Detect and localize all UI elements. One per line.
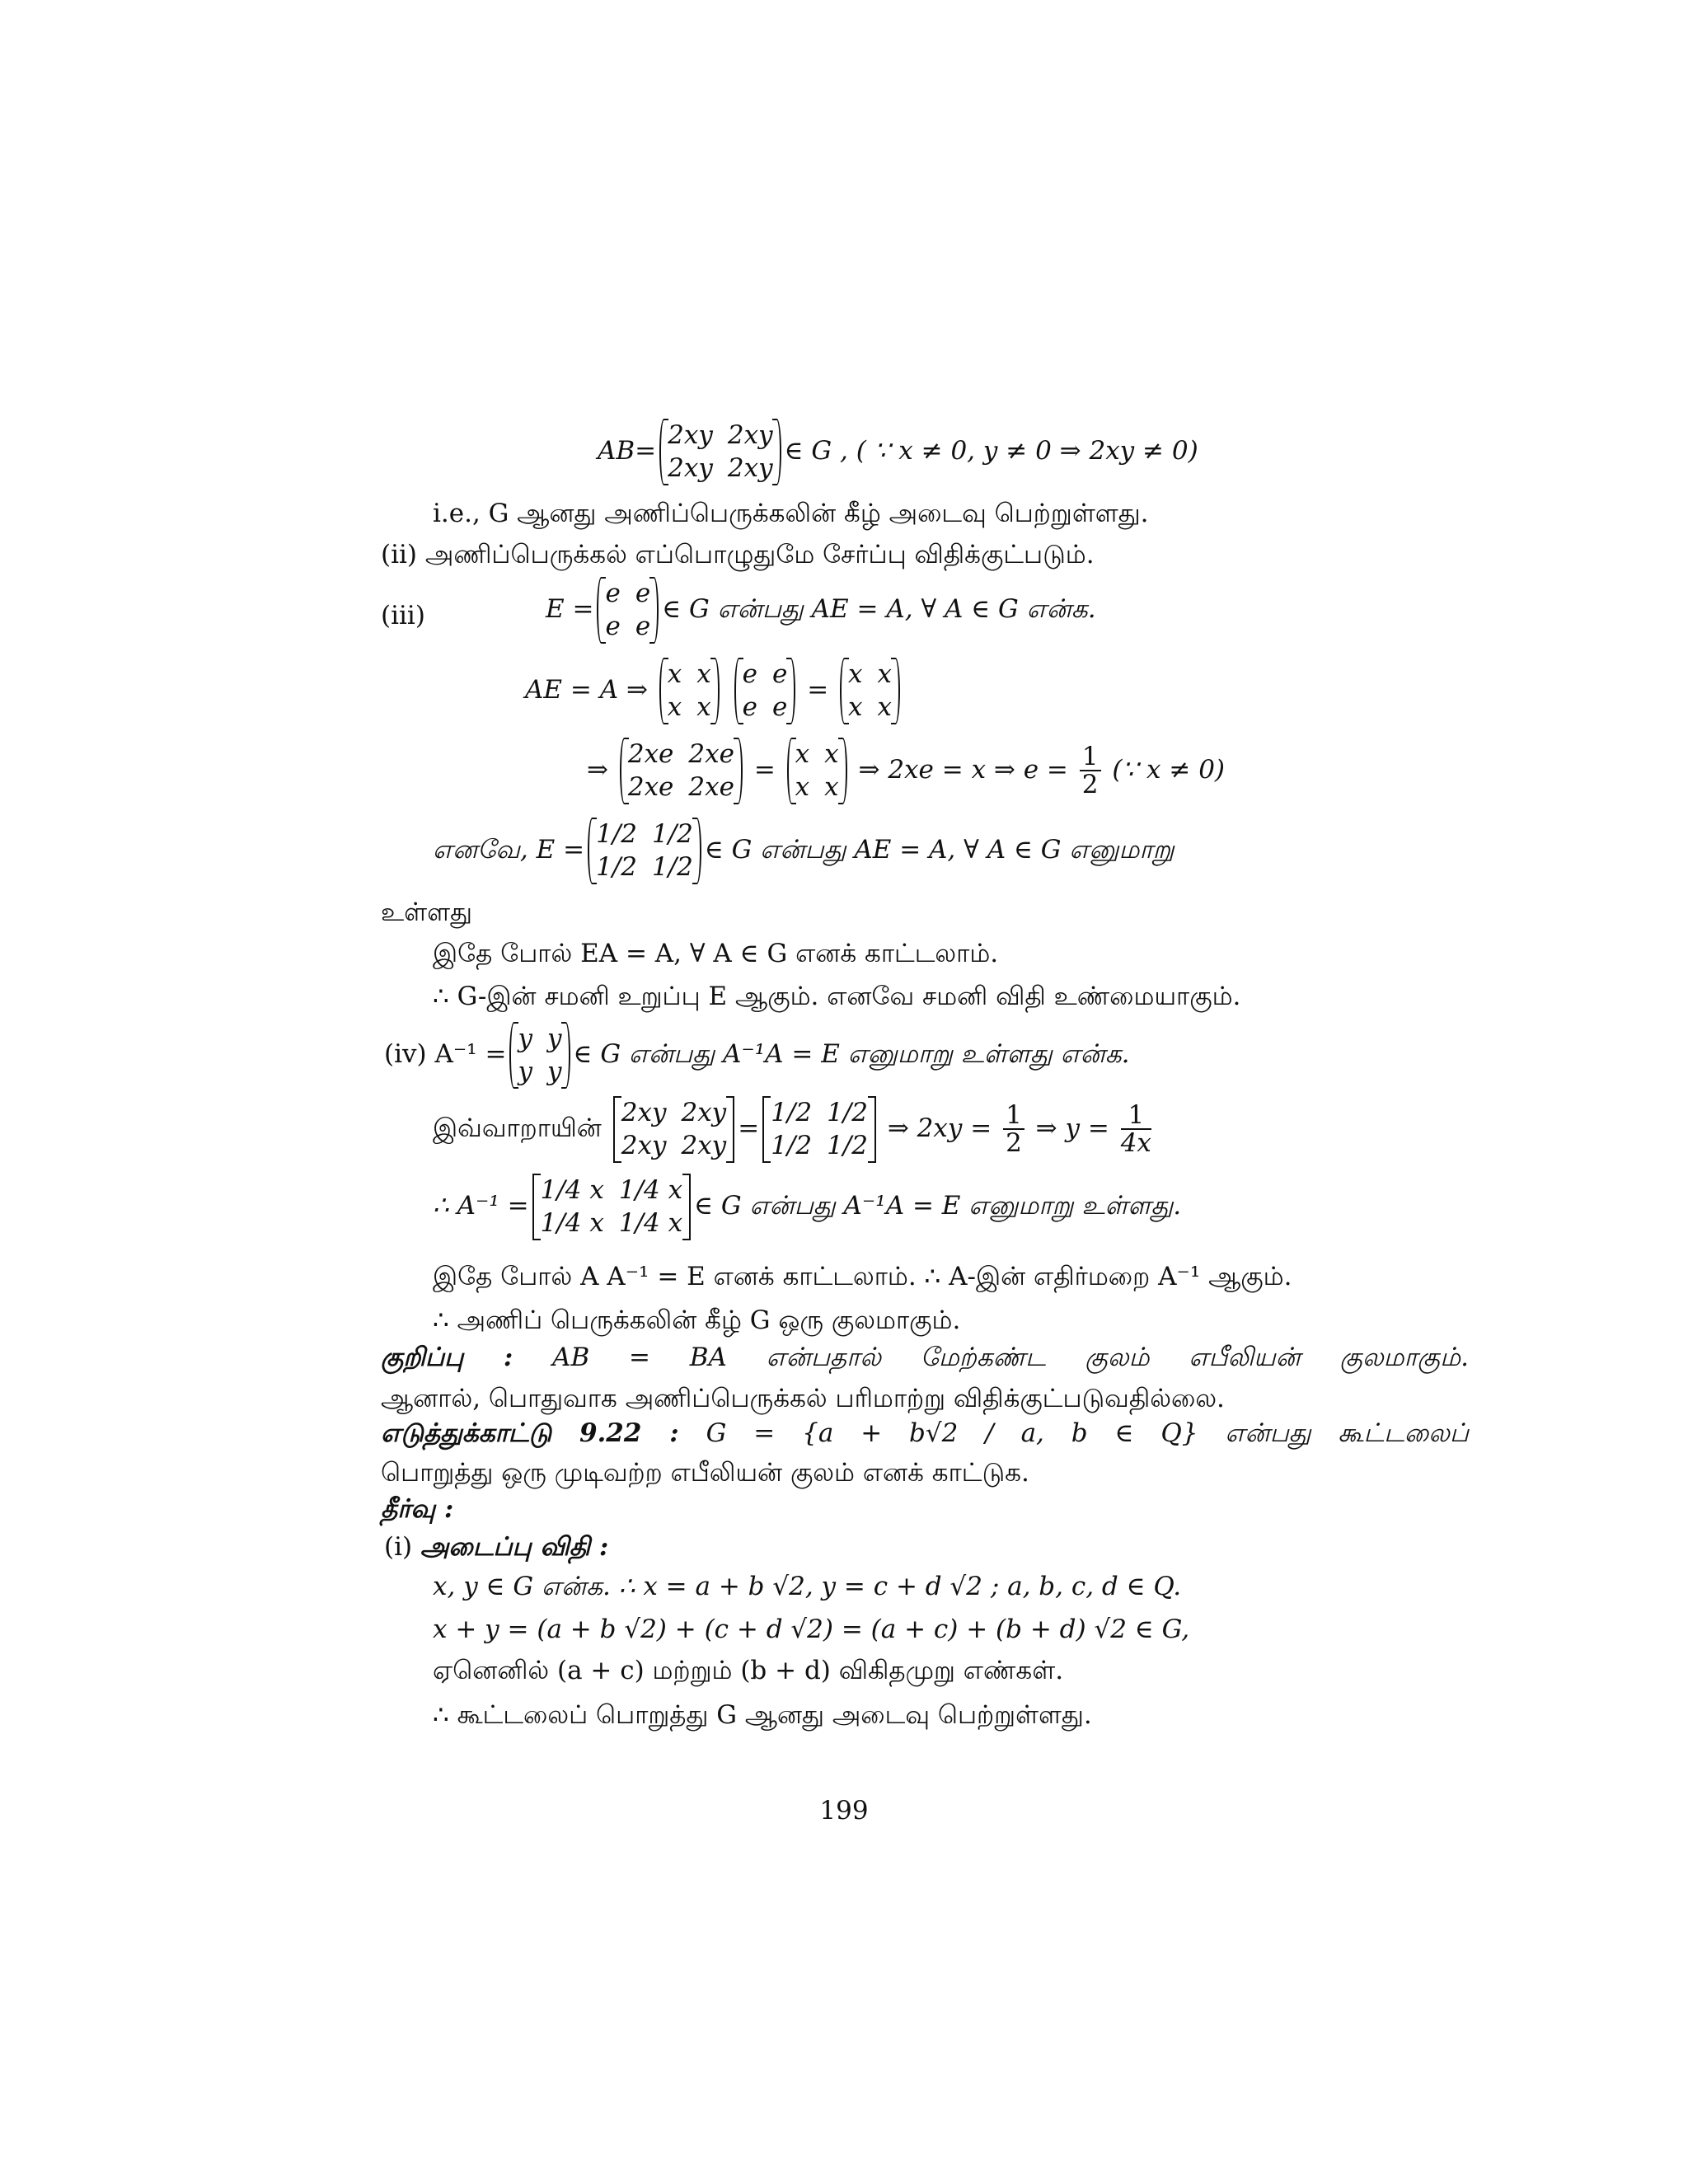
matrix-2xe: 2xe 2xe 2xe 2xe bbox=[620, 738, 743, 804]
text-line: ∴ G-இன் சமனி உறுப்பு E ஆகும். எனவே சமனி விதி உண்மையாகும். bbox=[433, 982, 1241, 1011]
matrix-a: x x x x bbox=[840, 658, 900, 724]
text-line: இதே போல் A A⁻¹ = E எனக் காட்டலாம். ∴ A-இன் எதிர்மறை A⁻¹ ஆகும். bbox=[433, 1262, 1292, 1291]
matrix-half: 1/2 1/2 1/2 1/2 bbox=[588, 818, 701, 884]
text-line: i.e., G ஆனது அணிப்பெருக்கலின் கீழ் அடைவு பெற்றுள்ளது. bbox=[433, 499, 1149, 528]
item-number: (iii) bbox=[381, 601, 425, 630]
text-line: (ii) அணிப்பெருக்கல் எப்பொழுதுமே சேர்ப்பு விதிக்குட்படும். bbox=[381, 540, 1095, 569]
example-heading: எடுத்துக்காட்டு 9.22 : bbox=[381, 1418, 679, 1448]
text-line: பொறுத்து ஒரு முடிவற்ற எபீலியன் குலம் எனக் காட்டுக. bbox=[381, 1458, 1029, 1488]
matrix-a: x x x x bbox=[787, 738, 847, 804]
equation-e: E = e e e e ∈ G என்பது AE = A, ∀ A ∈ G என்க. bbox=[546, 577, 1096, 644]
note-heading: குறிப்பு : bbox=[381, 1343, 513, 1372]
text-line: x + y = (a + b √2) + (c + d √2) = (a + c) + (b + d) √2 ∈ G, bbox=[433, 1615, 1190, 1644]
eq-label: AB= bbox=[598, 435, 657, 466]
matrix-a: x x x x bbox=[659, 658, 720, 724]
equation-inverse: (iv) A⁻¹ = y y y y ∈ G என்பது A⁻¹A = E எனுமாறு உள்ளது என்க. bbox=[384, 1022, 1130, 1089]
equation-solve-e: ⇒ 2xe 2xe 2xe 2xe = x x x x ⇒ 2xe = x ⇒ e = $\frac{1}{2}$ (∵ x ≠ 0) bbox=[587, 738, 1225, 804]
text-line: ஏனெனில் (a + c) மற்றும் (b + d) விகிதமுறு எண்கள். bbox=[433, 1656, 1064, 1685]
matrix-2xy: 2xy 2xy 2xy 2xy bbox=[613, 1096, 734, 1163]
fraction: $\frac{1}{4x}$ bbox=[1120, 1099, 1151, 1159]
page-number: 199 bbox=[819, 1796, 869, 1825]
closure-heading: அடைப்பு விதி : bbox=[420, 1532, 609, 1562]
text-line: ∴ அணிப் பெருக்கலின் கீழ் G ஒரு குலமாகும். bbox=[433, 1305, 961, 1335]
text-line: ஆனால், பொதுவாக அணிப்பெருக்கல் பரிமாற்று விதிக்குட்படுவதில்லை. bbox=[381, 1384, 1225, 1413]
text-line: உள்ளது bbox=[381, 898, 472, 927]
text-line: இதே போல் EA = A, ∀ A ∈ G எனக் காட்டலாம். bbox=[433, 939, 999, 968]
subheading-line: (i) அடைப்பு விதி : bbox=[384, 1532, 609, 1562]
matrix-ab: 2xy 2xy 2xy 2xy bbox=[659, 419, 781, 485]
fraction: $\frac{1}{2}$ bbox=[1003, 1102, 1025, 1157]
fraction: $\frac{1}{2}$ bbox=[1080, 743, 1101, 799]
equation-inverse-value: ∴ A⁻¹ = 1/4 x 1/4 x 1/4 x 1/4 x ∈ G என்பது A⁻¹A = E எனுமாறு உள்ளது. bbox=[433, 1174, 1181, 1240]
note-line: குறிப்பு : AB = BA என்பதால் மேற்கண்ட குலம் எபீலியன் குலமாகும். bbox=[381, 1343, 1469, 1372]
matrix-y: y y y y bbox=[509, 1022, 570, 1089]
solution-heading: தீர்வு : bbox=[381, 1494, 454, 1524]
text-line: x, y ∈ G என்க. ∴ x = a + b √2, y = c + d √2 ; a, b, c, d ∈ Q. bbox=[433, 1572, 1182, 1601]
equation-ab bbox=[598, 419, 1198, 485]
matrix-quarter: 1/4 x 1/4 x 1/4 x 1/4 x bbox=[532, 1174, 691, 1240]
eq-rest: ∈ G , ( ∵ x ≠ 0, y ≠ 0 ⇒ 2xy ≠ 0) bbox=[784, 435, 1198, 466]
matrix-e: e e e e bbox=[597, 577, 659, 644]
equation-solve-y: இவ்வாறாயின் 2xy 2xy 2xy 2xy = 1/2 1/2 1/2 1/2 ⇒ 2xy = $\frac{1}{2}$ ⇒ y = $\frac{1}{4x}$ bbox=[433, 1096, 1155, 1163]
matrix-half: 1/2 1/2 1/2 1/2 bbox=[762, 1096, 876, 1163]
equation-ae: AE = A ⇒ x x x x e e e e = x x x x bbox=[525, 658, 903, 724]
text-line: ∴ கூட்டலைப் பொறுத்து G ஆனது அடைவு பெற்றுள்ளது. bbox=[433, 1700, 1092, 1730]
example-heading-line: எடுத்துக்காட்டு 9.22 : G = {a + b√2 / a, b ∈ Q} என்பது கூட்டலைப் bbox=[381, 1418, 1469, 1448]
equation-identity: எனவே, E = 1/2 1/2 1/2 1/2 ∈ G என்பது AE = A, ∀ A ∈ G எனுமாறு bbox=[433, 818, 1175, 884]
matrix-e: e e e e bbox=[734, 658, 796, 724]
